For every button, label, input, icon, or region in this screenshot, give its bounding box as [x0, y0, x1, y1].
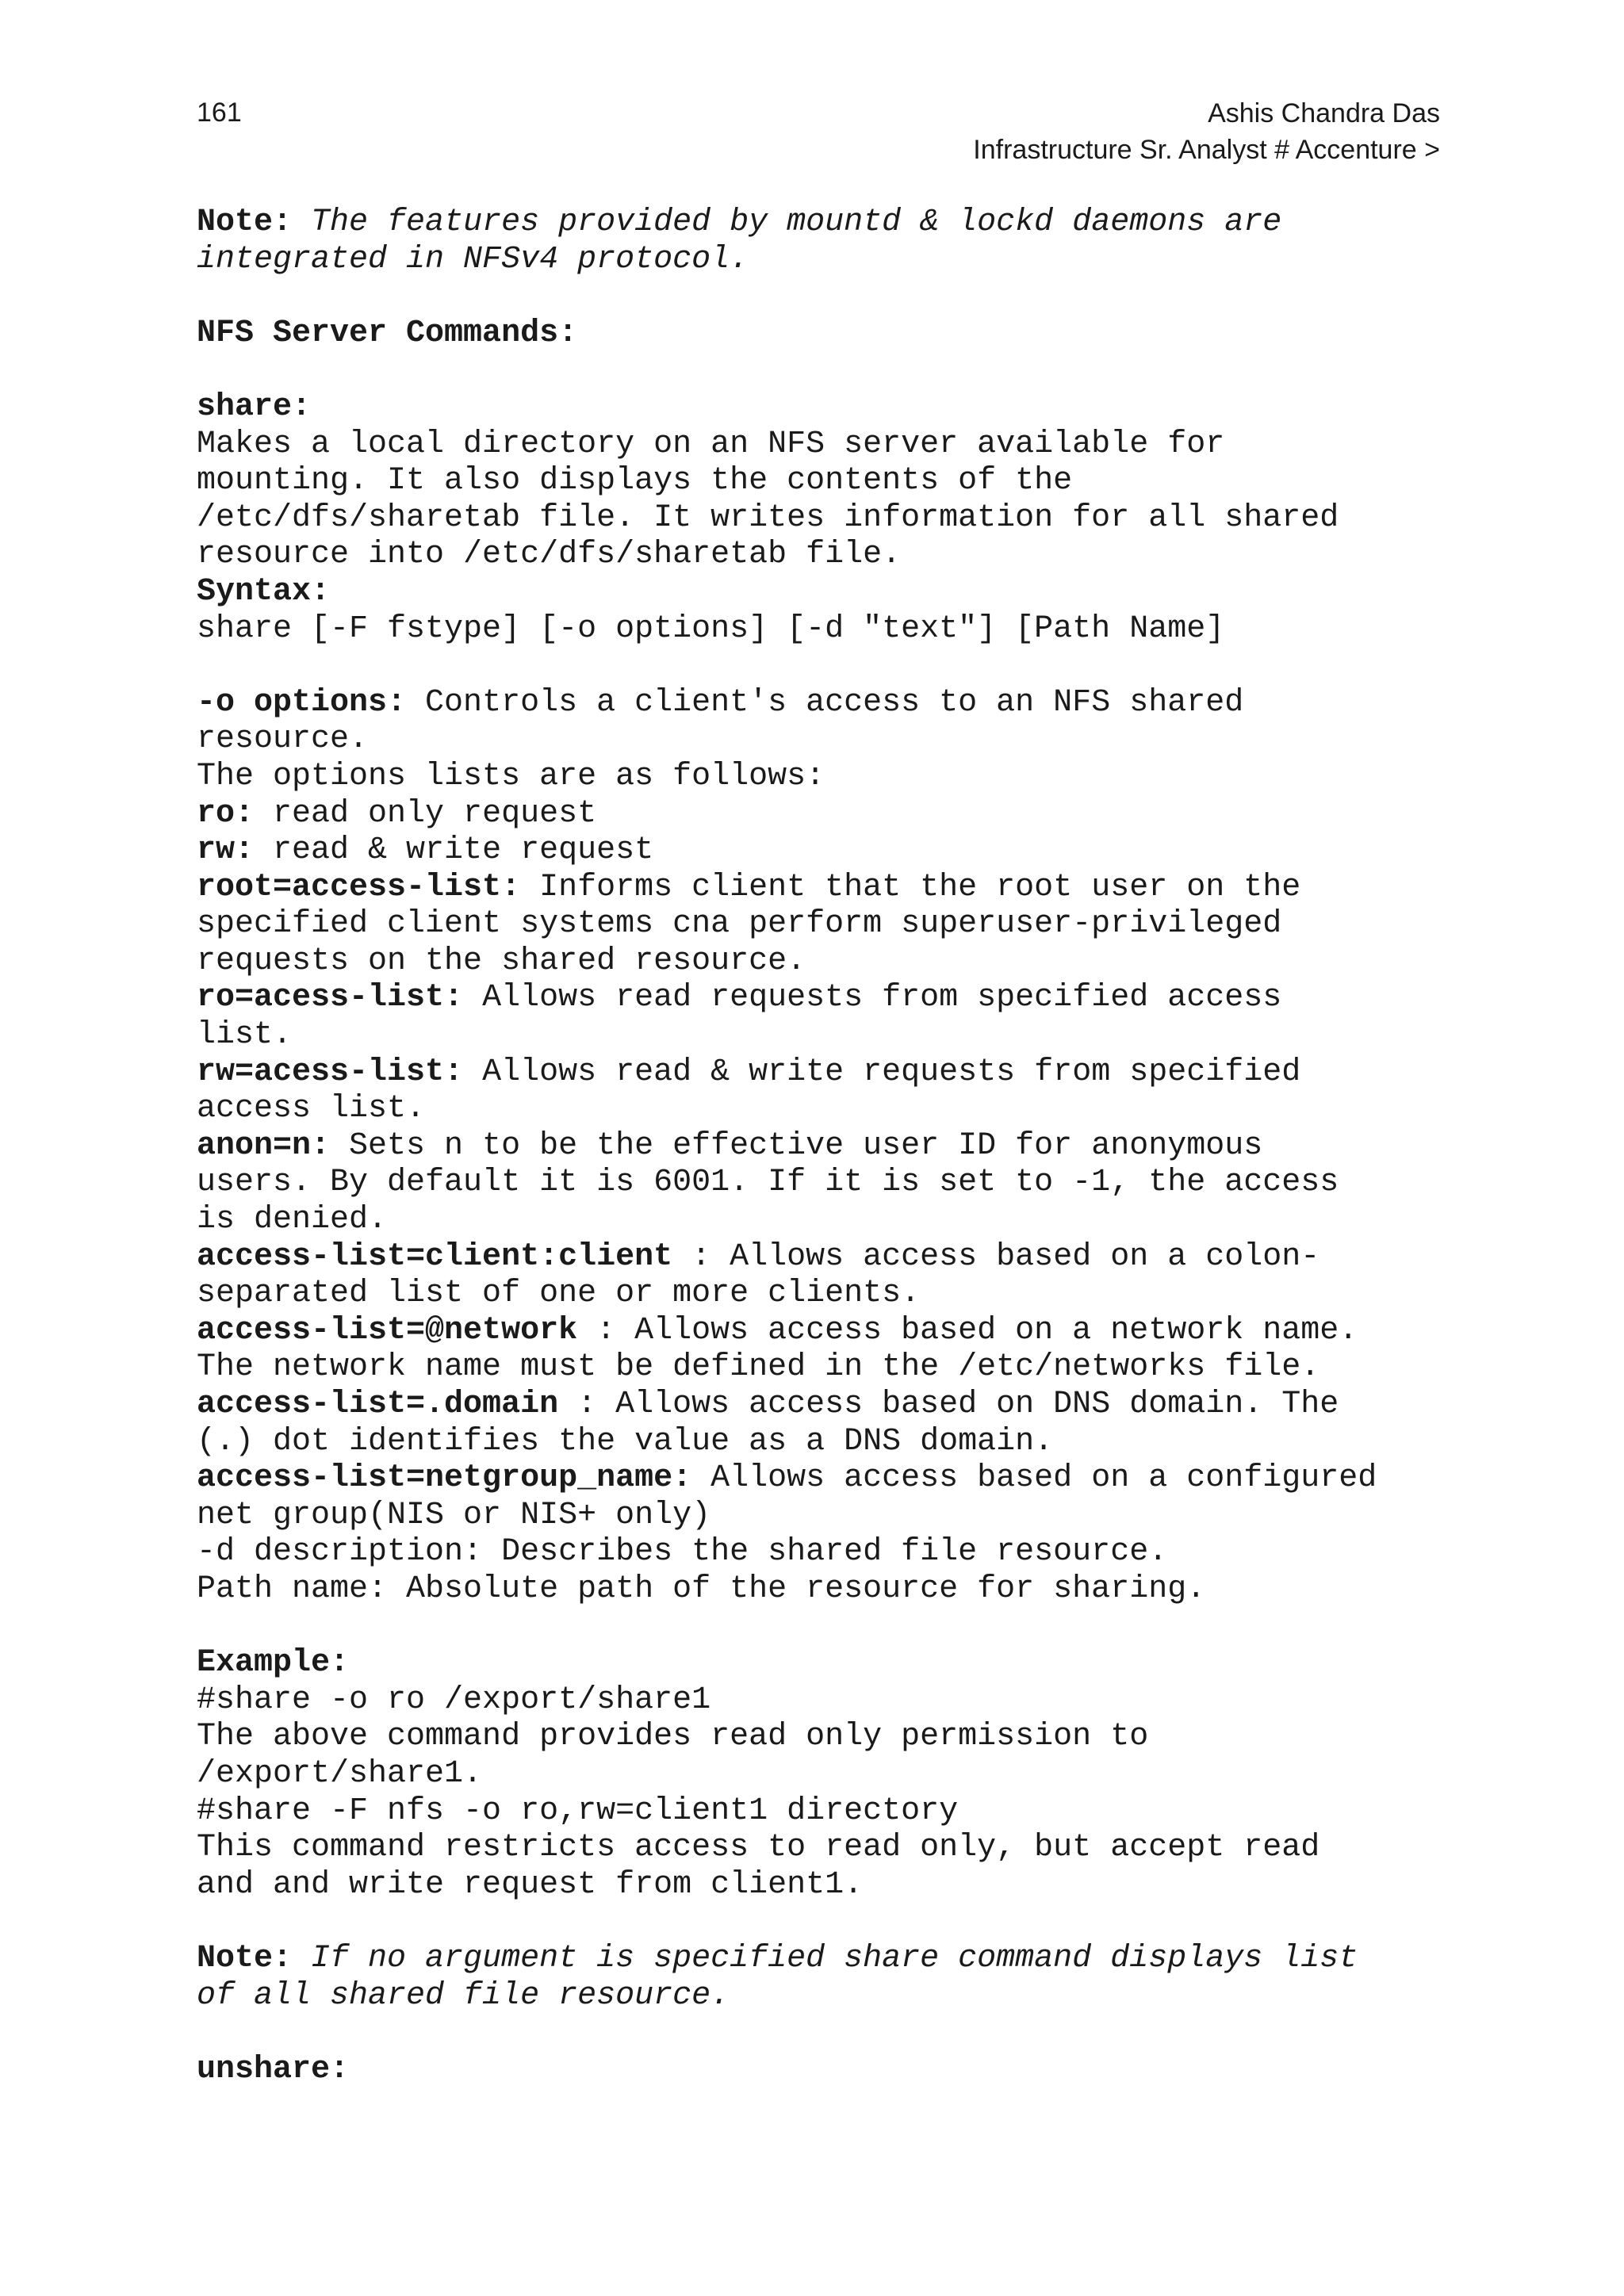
- blank-line: [197, 1609, 1465, 1646]
- text-line: [197, 832, 1465, 870]
- bold-term: access-list=@network: [197, 1312, 578, 1349]
- blank-line: [197, 352, 1465, 389]
- text-line: [197, 980, 1465, 1017]
- text-line: [197, 721, 1465, 759]
- text-line: [197, 1313, 1465, 1350]
- bold-term: anon=n:: [197, 1127, 331, 1164]
- bold-term: rw=acess-list:: [197, 1054, 464, 1090]
- bold-term: ro:: [197, 795, 255, 832]
- document-body: [197, 205, 1465, 2088]
- text-line: [197, 427, 1465, 464]
- bold-term: -o options:: [197, 684, 407, 721]
- text-line: [197, 1756, 1465, 1793]
- bold-term: root=access-list:: [197, 869, 521, 905]
- body-text: mounting. It also displays the contents of the: [197, 463, 1073, 499]
- text-line: [197, 1202, 1465, 1239]
- body-text: Sets n to be the effective user ID for anonymous: [330, 1127, 1263, 1164]
- bold-term: unshare:: [197, 2051, 350, 2087]
- bold-term: share:: [197, 388, 312, 425]
- text-line: [197, 1719, 1465, 1756]
- author-name: Ashis Chandra Das: [1208, 98, 1440, 128]
- body-text: specified client systems cna perform superuser-privileged: [197, 906, 1282, 943]
- body-text: users. By default it is 6001. If it is set to -1, the access: [197, 1165, 1339, 1201]
- body-text: #share -o ro /export/share1: [197, 1682, 711, 1718]
- text-line: [197, 796, 1465, 833]
- body-text: Allows read & write requests from specified: [463, 1054, 1301, 1090]
- blank-line: [197, 278, 1465, 316]
- text-line: [197, 1941, 1465, 1978]
- bold-term: Example:: [197, 1645, 350, 1682]
- body-text: Informs client that the root user on the: [520, 869, 1301, 905]
- bold-term: rw:: [197, 832, 255, 869]
- text-line: [197, 1165, 1465, 1202]
- blank-line: [197, 1904, 1465, 1941]
- text-line: [197, 1498, 1465, 1535]
- italic-text: If no argument is specified share command displays list: [311, 1940, 1358, 1976]
- body-text: requests on the shared resource.: [197, 943, 806, 979]
- body-text: list.: [197, 1017, 293, 1054]
- body-text: and and write request from client1.: [197, 1866, 864, 1903]
- text-line: [197, 1128, 1465, 1165]
- body-text: Path name: Absolute path of the resource for sharing.: [197, 1571, 1206, 1607]
- italic-text: integrated in NFSv4 protocol.: [197, 241, 749, 277]
- body-text: This command restricts access to read only, but accept read: [197, 1830, 1320, 1866]
- body-text: : Allows access based on a colon-: [672, 1238, 1320, 1275]
- text-line: [197, 1054, 1465, 1092]
- text-line: [197, 1460, 1465, 1498]
- blank-line: [197, 648, 1465, 685]
- text-line: [197, 1682, 1465, 1720]
- text-line: [197, 1571, 1465, 1609]
- body-text: The network name must be defined in the /etc/networks file.: [197, 1349, 1320, 1386]
- bold-term: Note:: [197, 1940, 312, 1976]
- text-line: [197, 500, 1465, 538]
- text-line: [197, 685, 1465, 722]
- body-text: The above command provides read only permission to: [197, 1719, 1149, 1755]
- text-line: [197, 1793, 1465, 1831]
- text-line: [197, 316, 1465, 353]
- text-line: [197, 1091, 1465, 1128]
- bold-term: NFS Server Commands:: [197, 315, 578, 351]
- italic-text: of all shared file resource.: [197, 1977, 730, 2014]
- body-text: read only request: [254, 795, 597, 832]
- body-text: resource into /etc/dfs/sharetab file.: [197, 537, 902, 573]
- body-text: net group(NIS or NIS+ only): [197, 1497, 711, 1533]
- author-role: Infrastructure Sr. Analyst # Accenture >: [973, 135, 1440, 165]
- body-text: Controls a client's access to an NFS shared: [406, 684, 1244, 721]
- body-text: Makes a local directory on an NFS server available for: [197, 426, 1225, 462]
- text-line: [197, 205, 1465, 242]
- body-text: Allows access based on a configured: [691, 1460, 1377, 1497]
- bold-term: Note:: [197, 205, 312, 240]
- text-line: [197, 2052, 1465, 2089]
- text-line: [197, 906, 1465, 943]
- text-line: [197, 389, 1465, 427]
- text-line: [197, 1017, 1465, 1054]
- body-text: separated list of one or more clients.: [197, 1276, 921, 1312]
- text-line: [197, 1239, 1465, 1276]
- body-text: : Allows access based on DNS domain. The: [558, 1387, 1339, 1422]
- bold-term: access-list=.domain: [197, 1387, 559, 1422]
- text-line: [197, 463, 1465, 500]
- italic-text: The features provided by mountd & lockd daemons are: [311, 205, 1282, 240]
- body-text: -d description: Describes the shared file resource.: [197, 1534, 1168, 1571]
- body-text: (.) dot identifies the value as a DNS domain.: [197, 1423, 1054, 1460]
- text-line: [197, 759, 1465, 796]
- bold-term: access-list=client:client: [197, 1238, 673, 1275]
- bold-term: ro=acess-list:: [197, 980, 464, 1016]
- text-line: [197, 1534, 1465, 1571]
- text-line: [197, 1387, 1465, 1424]
- body-text: share [-F fstype] [-o options] [-d "text"] [Path Name]: [197, 610, 1225, 647]
- text-line: [197, 1830, 1465, 1867]
- body-text: The options lists are as follows:: [197, 758, 825, 794]
- text-line: [197, 1276, 1465, 1313]
- page-header: [973, 95, 1440, 168]
- body-text: : Allows access based on a network name.: [577, 1312, 1358, 1349]
- text-line: [197, 611, 1465, 649]
- body-text: /etc/dfs/sharetab file. It writes information for all shared: [197, 499, 1339, 536]
- body-text: access list.: [197, 1091, 426, 1127]
- body-text: read & write request: [254, 832, 654, 869]
- body-text: Allows read requests from specified access: [463, 980, 1282, 1016]
- text-line: [197, 537, 1465, 574]
- bold-term: access-list=netgroup_name:: [197, 1460, 692, 1497]
- body-text: is denied.: [197, 1202, 388, 1238]
- text-line: [197, 1349, 1465, 1387]
- text-line: [197, 1645, 1465, 1682]
- page-number: 161: [197, 98, 242, 128]
- text-line: [197, 242, 1465, 279]
- text-line: [197, 1978, 1465, 2015]
- text-line: [197, 1867, 1465, 1904]
- body-text: #share -F nfs -o ro,rw=client1 directory: [197, 1793, 959, 1829]
- body-text: resource.: [197, 721, 369, 758]
- text-line: [197, 943, 1465, 981]
- blank-line: [197, 2015, 1465, 2052]
- text-line: [197, 870, 1465, 907]
- text-line: [197, 1424, 1465, 1461]
- bold-term: Syntax:: [197, 573, 331, 610]
- body-text: /export/share1.: [197, 1755, 483, 1792]
- text-line: [197, 574, 1465, 611]
